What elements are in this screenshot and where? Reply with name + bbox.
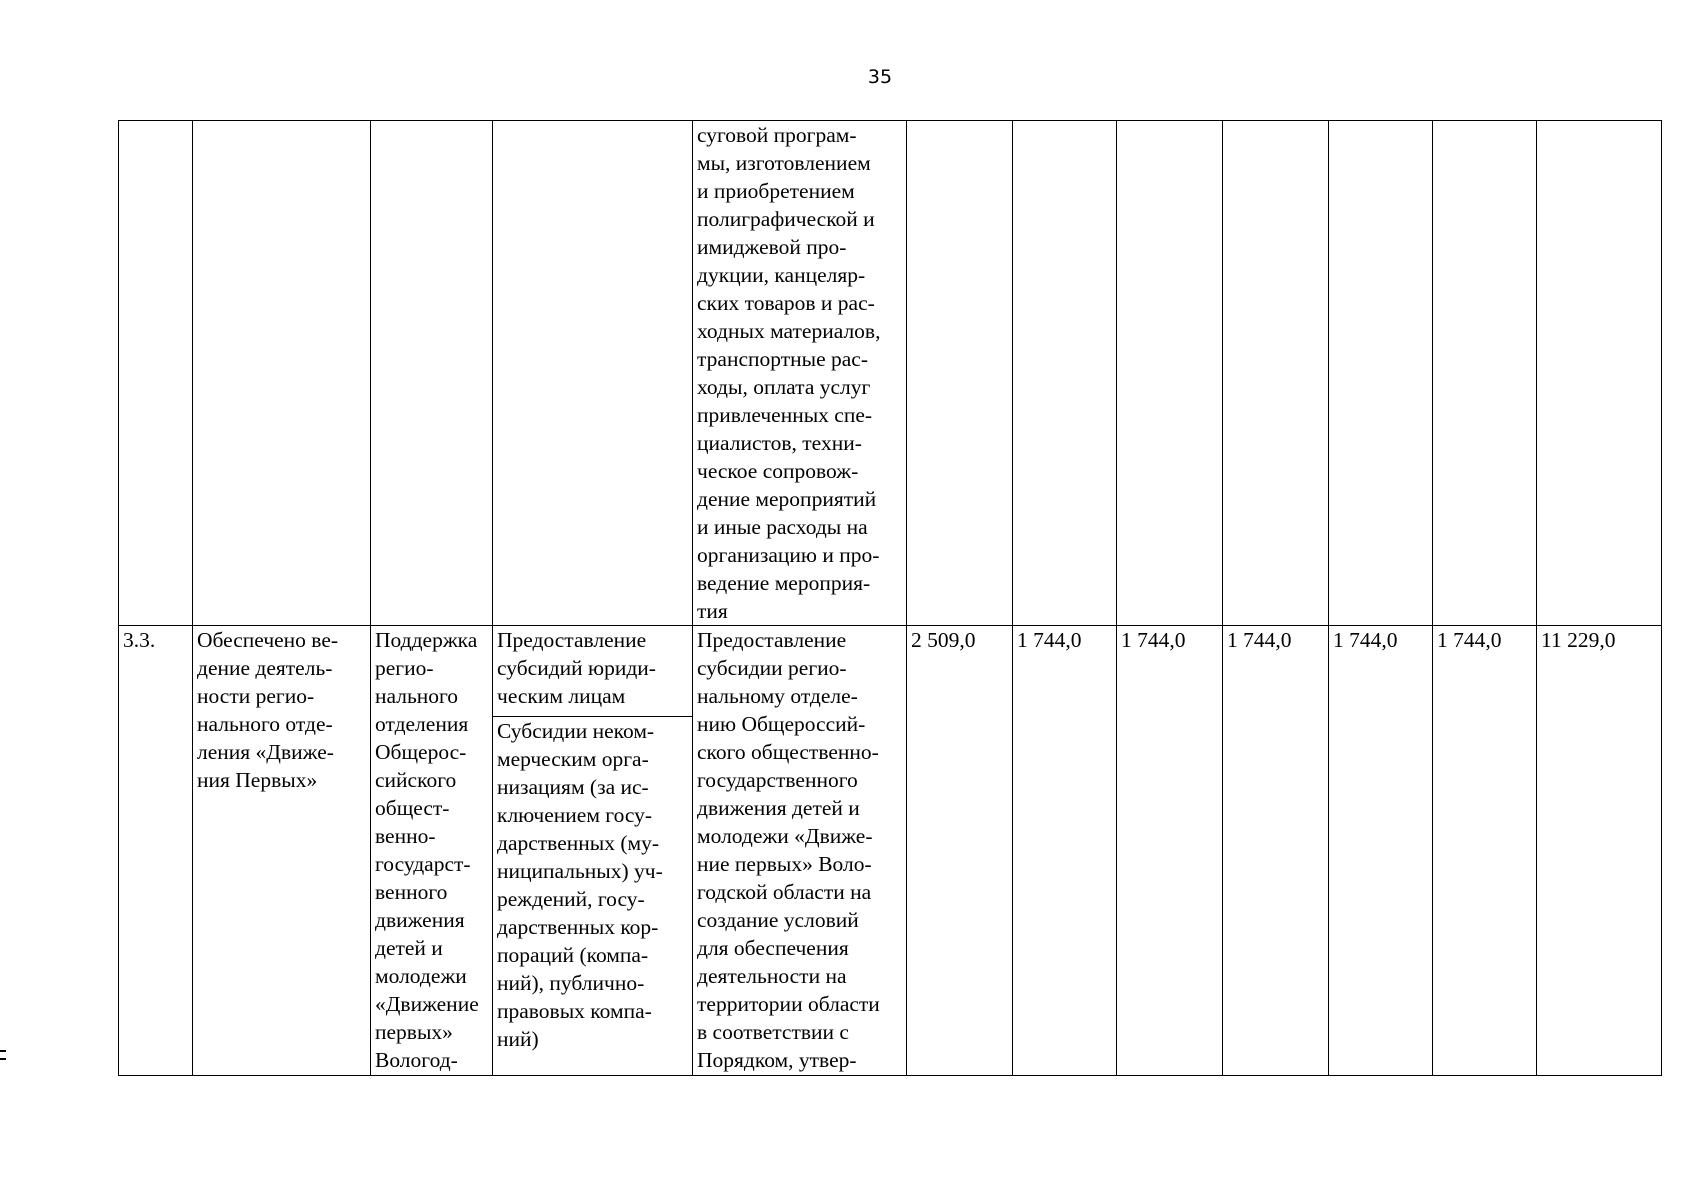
cell-value-4	[1223, 626, 1329, 1076]
cell-value-3	[1117, 626, 1223, 1076]
result-text: Обеспечено ве- дение деятель- ности регио- нального отде- ления «Движе- ния Первых»	[197, 628, 339, 792]
event-text: Поддержка регио- нального отделения Общерос- сийского общест- венно- государст- венного движения детей и молодежи «Движение первых» Вологод-	[375, 628, 479, 1072]
cell-description	[693, 626, 907, 1076]
description-text: Предоставление субсидии регио- нальному отделе- нию Общероссий- ского общественно- государственного движения детей и молодежи «Движе- ние первых» Воло- годской области на создание условий для обеспечения деятельности на территории области в соответствии с Порядком, утвер-	[697, 628, 880, 1072]
cell-value-total	[1537, 121, 1662, 626]
cell-value-6	[1433, 121, 1537, 626]
cell-result	[193, 626, 371, 1076]
value-1: 2 509,0	[911, 628, 976, 652]
cell-value-6	[1433, 626, 1537, 1076]
cell-event	[371, 626, 493, 1076]
scan-edge-marks	[0, 1050, 6, 1066]
cell-type-top	[493, 626, 693, 717]
value-6: 1 744,0	[1437, 628, 1502, 652]
cell-result	[193, 121, 371, 626]
table-row-continuation	[119, 121, 1662, 626]
type-bottom-text: Субсидии неком- мерческим орга- низациям (за ис- ключением госу- дарственных (му- ниципальных) уч- реждений, госу- дарственных кор- пораций (компа- ний), публично- правовых компа- ний)	[497, 719, 663, 1051]
cell-description	[693, 121, 907, 626]
cell-value-total	[1537, 626, 1662, 1076]
cell-value-5	[1329, 626, 1433, 1076]
cell-value-3	[1117, 121, 1223, 626]
value-total: 11 229,0	[1541, 628, 1616, 652]
scan-mark	[0, 1058, 6, 1060]
cell-value-4	[1223, 121, 1329, 626]
program-table	[118, 120, 1662, 1076]
cell-value-1	[907, 626, 1013, 1076]
cell-type-bottom	[493, 717, 693, 1076]
table-row-3-3	[119, 626, 1662, 717]
cell-number	[119, 121, 193, 626]
value-3: 1 744,0	[1121, 628, 1186, 652]
cell-number	[119, 626, 193, 1076]
cell-event	[371, 121, 493, 626]
value-2: 1 744,0	[1017, 628, 1082, 652]
scan-mark	[0, 1050, 6, 1052]
cell-type	[493, 121, 693, 626]
cell-value-1	[907, 121, 1013, 626]
description-continuation-text: суговой програм- мы, изготовлением и приобретением полиграфической и имиджевой про- дукции, канцеляр- ских товаров и рас- ходных материалов, транспортные рас- ходы, оплата услуг привлеченных спе- циалистов, техни- ческое сопровож- дение мероприятий и иные расходы на организацию и про- ведение мероприя- тия	[697, 123, 881, 623]
cell-value-2	[1013, 121, 1117, 626]
page-number: 35	[867, 66, 893, 88]
value-5: 1 744,0	[1333, 628, 1398, 652]
cell-value-2	[1013, 626, 1117, 1076]
type-top-text: Предоставление субсидий юриди- ческим лицам	[497, 628, 656, 708]
cell-value-5	[1329, 121, 1433, 626]
value-4: 1 744,0	[1227, 628, 1292, 652]
row-number: 3.3.	[123, 628, 156, 652]
